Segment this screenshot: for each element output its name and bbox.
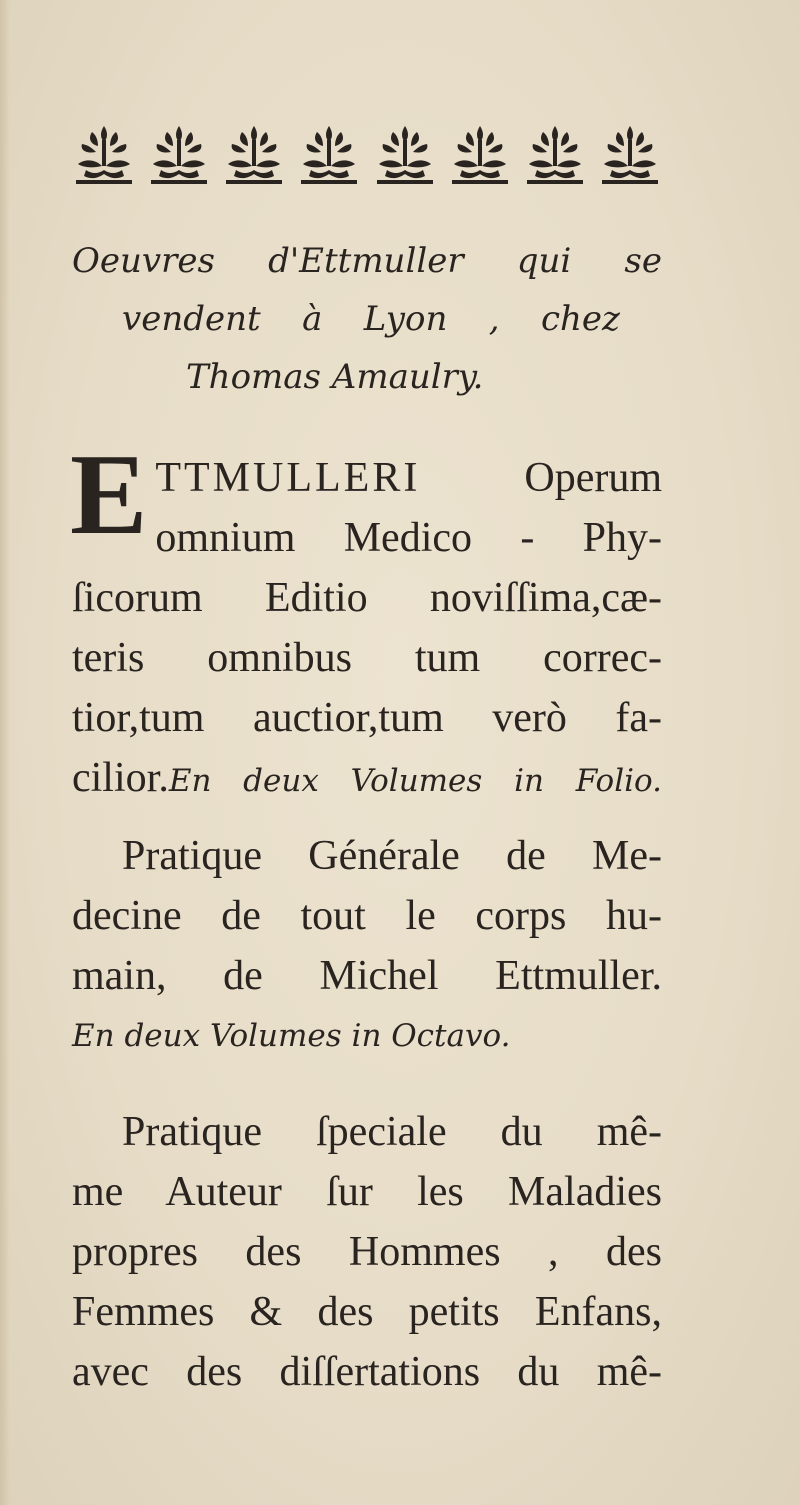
- entry-line: Pratique ſpeciale du mê-: [122, 1109, 662, 1155]
- drop-cap: E: [70, 431, 148, 559]
- entry-word: cilior.: [72, 755, 169, 801]
- title-line-1: [72, 232, 662, 290]
- fleuron-icon: [598, 122, 662, 188]
- entry-line: avec des diſſertations du mê-: [72, 1349, 662, 1395]
- fleuron-icon: [448, 122, 512, 188]
- entry-pratique-generale: [72, 826, 662, 1066]
- entry-line: teris omnibus tum correc-: [72, 635, 662, 681]
- fleuron-icon: [222, 122, 286, 188]
- entry-word: Operum: [524, 455, 662, 501]
- entry-line: decine de tout le corps hu-: [72, 893, 662, 939]
- fleuron-icon: [147, 122, 211, 188]
- title-word: chez: [540, 299, 620, 339]
- entry-line: [72, 748, 662, 811]
- title-word: Oeuvres: [72, 241, 215, 281]
- entry-line: ſicorum Editio noviſſima,cæ-: [72, 575, 662, 621]
- entry-line: tior,tum auctior,tum verò fa-: [72, 695, 662, 741]
- entry-line: Femmes & des petits Enfans,: [72, 1289, 662, 1335]
- entry-line: Pratique Générale de Me-: [122, 833, 662, 879]
- fleuron-icon: [72, 122, 136, 188]
- title-word: se: [624, 241, 662, 281]
- fleuron-icon: [297, 122, 361, 188]
- title-word: d'Ettmuller: [268, 241, 464, 281]
- entry-line: me Auteur ſur les Maladies: [72, 1169, 662, 1215]
- title-line-2: [72, 290, 662, 348]
- page-gutter: [0, 0, 10, 1505]
- entry-line: omnium Medico - Phy-: [155, 515, 662, 561]
- title-word: vendent: [122, 299, 261, 339]
- fleuron-icon: [523, 122, 587, 188]
- title-word: ,: [488, 299, 500, 339]
- entry-line: [72, 448, 662, 508]
- title-publisher: Thomas Amaulry.: [186, 357, 484, 397]
- entry-ettmulleri-opera: [70, 431, 662, 811]
- entry-pratique-speciale: [72, 1102, 662, 1402]
- entry-format: En deux Volumes in Folio.: [168, 763, 662, 799]
- title-word: Lyon: [363, 299, 448, 339]
- title-line-3: [72, 348, 662, 406]
- fleuron-icon: [373, 122, 437, 188]
- entry-format: En deux Volumes in Octavo.: [72, 1018, 511, 1054]
- title-word: qui: [516, 241, 572, 281]
- entry-line: main, de Michel Ettmuller.: [72, 953, 662, 999]
- entry-line: propres des Hommes , des: [72, 1229, 662, 1275]
- entry-caps: TTMULLERI: [155, 455, 421, 501]
- title-word: à: [302, 299, 323, 339]
- ornament-band: [72, 118, 662, 188]
- section-title: [72, 232, 662, 406]
